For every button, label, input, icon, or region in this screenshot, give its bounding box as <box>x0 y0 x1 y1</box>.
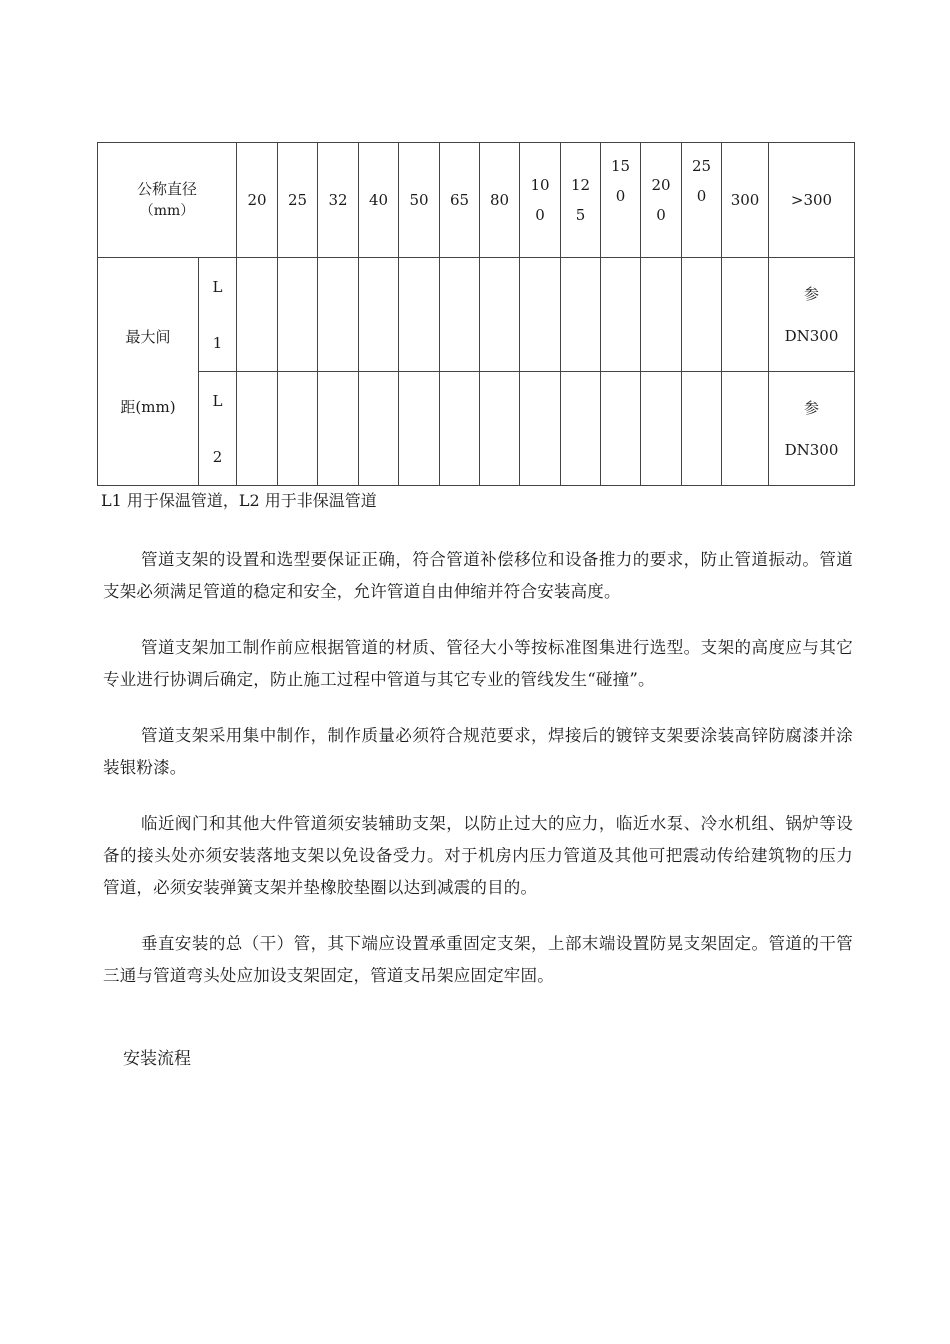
empty-cell <box>520 372 561 486</box>
row-label-cell <box>199 372 237 486</box>
row-l1 <box>98 258 855 372</box>
empty-cell <box>278 372 318 486</box>
header-unit: （mm） <box>139 203 195 219</box>
size-cell <box>480 143 520 258</box>
empty-cell <box>318 258 359 372</box>
empty-cell <box>561 258 601 372</box>
empty-cell <box>440 372 480 486</box>
size-label: 300 <box>730 191 760 209</box>
size-label: 50 <box>409 191 429 209</box>
body-text <box>103 544 853 1016</box>
size-label: 12 5 <box>570 176 591 224</box>
size-cell <box>722 143 769 258</box>
empty-cell <box>480 258 520 372</box>
row-group-label: 最大间 距(mm) <box>120 327 176 416</box>
ref-text: 参 DN300 <box>784 284 839 345</box>
row-group-cell <box>98 258 199 486</box>
size-cell <box>520 143 561 258</box>
size-label: 32 <box>328 191 348 209</box>
empty-cell <box>399 258 440 372</box>
table-note: L1 用于保温管道，L2 用于非保温管道 <box>101 491 377 510</box>
empty-cell <box>722 372 769 486</box>
size-label: 80 <box>489 191 510 209</box>
size-cell <box>399 143 440 258</box>
size-cell <box>278 143 318 258</box>
row-label: L 2 <box>212 391 223 466</box>
size-cell <box>769 143 855 258</box>
empty-cell <box>399 372 440 486</box>
empty-cell <box>520 258 561 372</box>
empty-cell <box>641 372 682 486</box>
size-cell <box>682 143 722 258</box>
section-heading: 安装流程 <box>123 1049 191 1069</box>
size-cell <box>359 143 399 258</box>
empty-cell <box>237 258 278 372</box>
size-label: 15 0 <box>610 157 631 205</box>
size-cell <box>318 143 359 258</box>
empty-cell <box>722 258 769 372</box>
empty-cell <box>359 258 399 372</box>
ref-cell <box>769 258 855 372</box>
size-cell <box>601 143 641 258</box>
size-label: 20 <box>247 191 267 209</box>
empty-cell <box>601 258 641 372</box>
empty-cell <box>359 372 399 486</box>
empty-cell <box>278 258 318 372</box>
empty-cell <box>480 372 520 486</box>
size-label: 65 <box>449 191 470 209</box>
paragraph: 临近阀门和其他大件管道须安装辅助支架，以防止过大的应力，临近水泵、冷水机组、锅炉等设备的接头处亦须安装落地支架以免设备受力。对于机房内压力管道及其他可把震动传给建筑物的压力管道，必须安装弹簧支架并垫橡胶垫圈以达到减震的目的。 <box>103 814 853 897</box>
empty-cell <box>682 258 722 372</box>
pipe-spacing-table <box>97 142 855 486</box>
empty-cell <box>440 258 480 372</box>
size-label: 20 0 <box>651 176 671 224</box>
size-cell <box>561 143 601 258</box>
paragraph: 管道支架采用集中制作，制作质量必须符合规范要求，焊接后的镀锌支架要涂装高锌防腐漆并涂装银粉漆。 <box>103 726 853 777</box>
row-l2 <box>98 372 855 486</box>
paragraph: 管道支架的设置和选型要保证正确，符合管道补偿移位和设备推力的要求，防止管道振动。管道支架必须满足管道的稳定和安全，允许管道自由伸缩并符合安装高度。 <box>103 550 853 601</box>
size-label: 40 <box>368 191 389 209</box>
header-row <box>98 143 855 258</box>
ref-cell <box>769 372 855 486</box>
empty-cell <box>561 372 601 486</box>
size-cell <box>440 143 480 258</box>
empty-cell <box>318 372 359 486</box>
header-name: 公称直径 <box>137 180 198 198</box>
paragraph: 垂直安装的总（干）管，其下端应设置承重固定支架，上部末端设置防晃支架固定。管道的干管三通与管道弯头处应加设支架固定，管道支吊架应固定牢固。 <box>103 934 853 985</box>
size-label: 25 <box>287 191 308 209</box>
paragraph: 管道支架加工制作前应根据管道的材质、管径大小等按标准图集进行选型。支架的高度应与其它专业进行协调后确定，防止施工过程中管道与其它专业的管线发生“碰撞”。 <box>103 638 853 689</box>
empty-cell <box>601 372 641 486</box>
row-label-cell <box>199 258 237 372</box>
empty-cell <box>641 258 682 372</box>
ref-text: 参 DN300 <box>784 398 839 459</box>
header-name-cell <box>98 143 237 258</box>
size-label: >300 <box>790 191 833 209</box>
empty-cell <box>237 372 278 486</box>
empty-cell <box>682 372 722 486</box>
size-label: 25 0 <box>691 157 712 205</box>
size-cell <box>641 143 682 258</box>
size-label: 10 0 <box>530 176 550 224</box>
size-cell <box>237 143 278 258</box>
row-label: L 1 <box>212 277 223 352</box>
